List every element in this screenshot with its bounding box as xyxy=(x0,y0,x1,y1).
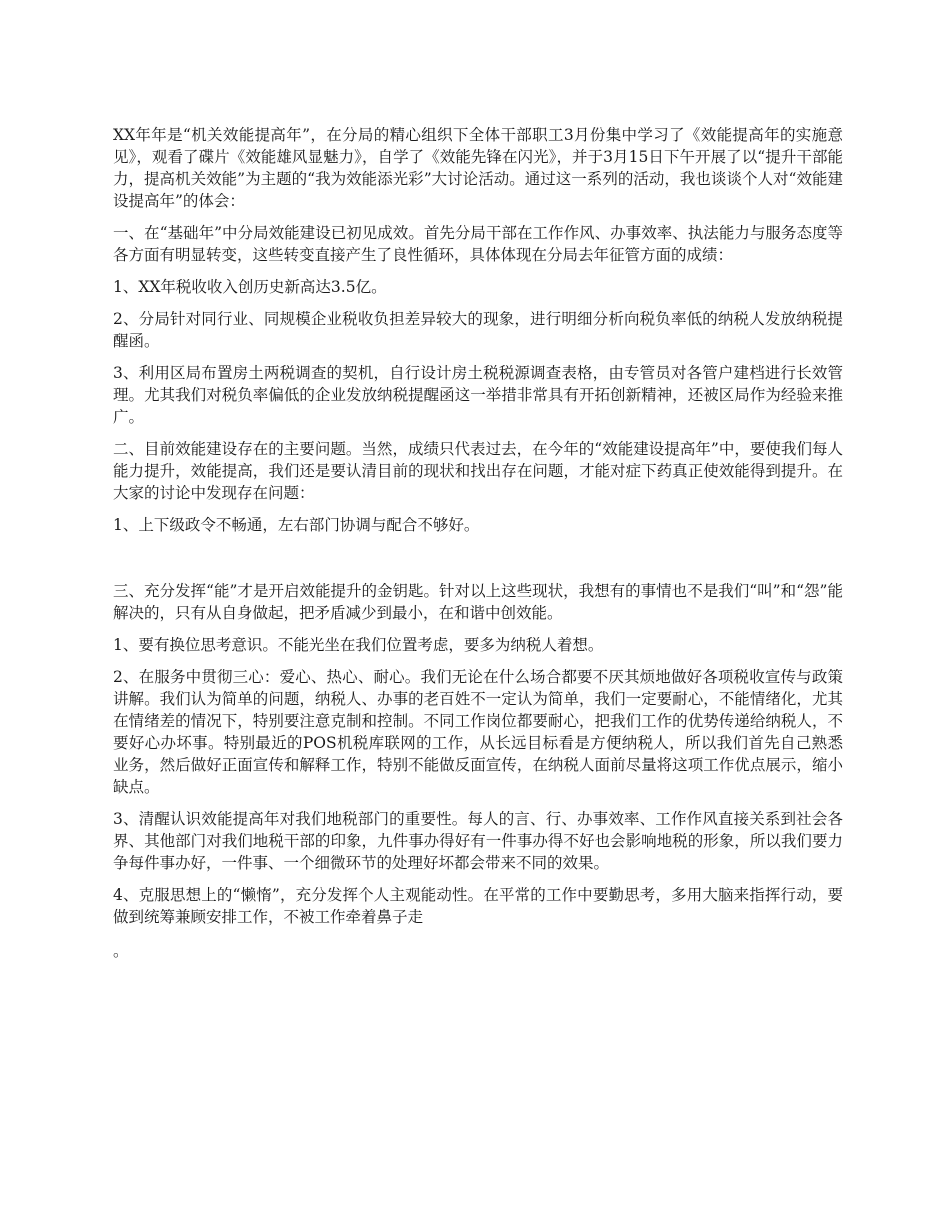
section-three-heading-paragraph: 三、充分发挥“能”才是开启效能提升的金钥匙。针对以上这些现状，我想有的事情也不是我们“叫”和“怨”能解决的，只有从自身做起，把矛盾减少到最小，在和谐中创效能。 xyxy=(113,582,843,622)
section-two-heading-paragraph: 二、目前效能建设存在的主要问题。当然，成绩只代表过去，在今年的“效能建设提高年”中，要使我们每人能力提升，效能提高，我们还是要认清目前的现状和找出存在问题，才能对症下药真正使效能得到提升。在大家的讨论中发现存在问题： xyxy=(113,440,843,502)
intro-paragraph: XX年年是“机关效能提高年”，在分局的精心组织下全体干部职工3月份集中学习了《效能提高年的实施意见》，观看了碟片《效能雄风显魅力》，自学了《效能先锋在闪光》，并于3月15日下午开展了以“提升干部能力，提高机关效能”为主题的“我为效能添光彩”大讨论活动。通过这一系列的活动，我也谈谈个人对“效能建设提高年”的体会： xyxy=(113,126,843,210)
section-three-item-3: 3、清醒认识效能提高年对我们地税部门的重要性。每人的言、行、办事效率、工作作风直接关系到社会各界、其他部门对我们地税干部的印象，九件事办得好有一件事办得不好也会影响地税的形象，所以我们要力争每件事办好，一件事、一个细微环节的处理好坏都会带来不同的效果。 xyxy=(113,810,843,872)
section-three-item-1: 1、要有换位思考意识。不能光坐在我们位置考虑，要多为纳税人着想。 xyxy=(113,636,604,654)
section-one-item-3: 3、利用区局布置房土两税调查的契机，自行设计房土税税源调查表格，由专管员对各管户建档进行长效管理。尤其我们对税负率偏低的企业发放纳税提醒函这一举措非常具有开拓创新精神，还被区局作为经验来推广。 xyxy=(113,364,843,426)
section-one-item-2: 2、分局针对同行业、同规模企业税收负担差异较大的现象，进行明细分析向税负率低的纳税人发放纳税提醒函。 xyxy=(113,310,843,350)
document-body xyxy=(113,124,843,972)
section-one-item-1: 1、XX年税收收入创历史新高达3.5亿。 xyxy=(113,278,387,296)
section-three-item-4: 4、克服思想上的“懒惰”，充分发挥个人主观能动性。在平常的工作中要勤思考，多用大脑来指挥行动，要做到统筹兼顾安排工作，不被工作牵着鼻子走 xyxy=(113,886,843,926)
closing-period: 。 xyxy=(113,942,129,960)
section-one-heading-paragraph: 一、在“基础年”中分局效能建设已初见成效。首先分局干部在工作作风、办事效率、执法能力与服务态度等各方面有明显转变，这些转变直接产生了良性循环，具体体现在分局去年征管方面的成绩： xyxy=(113,224,843,264)
section-three-item-2: 2、在服务中贯彻三心：爱心、热心、耐心。我们无论在什么场合都要不厌其烦地做好各项税收宣传与政策讲解。我们认为简单的问题，纳税人、办事的老百姓不一定认为简单，我们一定要耐心，不能情绪化，尤其在情绪差的情况下，特别要注意克制和控制。不同工作岗位都要耐心，把我们工作的优势传递给纳税人，不要好心办坏事。特别最近的POS机税库联网的工作，从长远目标看是方便纳税人，所以我们首先自己熟悉业务，然后做好正面宣传和解释工作，特别不能做反面宣传，在纳税人面前尽量将这项工作优点展示，缩小缺点。 xyxy=(113,668,843,796)
section-two-item-1: 1、上下级政令不畅通，左右部门协调与配合不够好。 xyxy=(113,516,480,534)
